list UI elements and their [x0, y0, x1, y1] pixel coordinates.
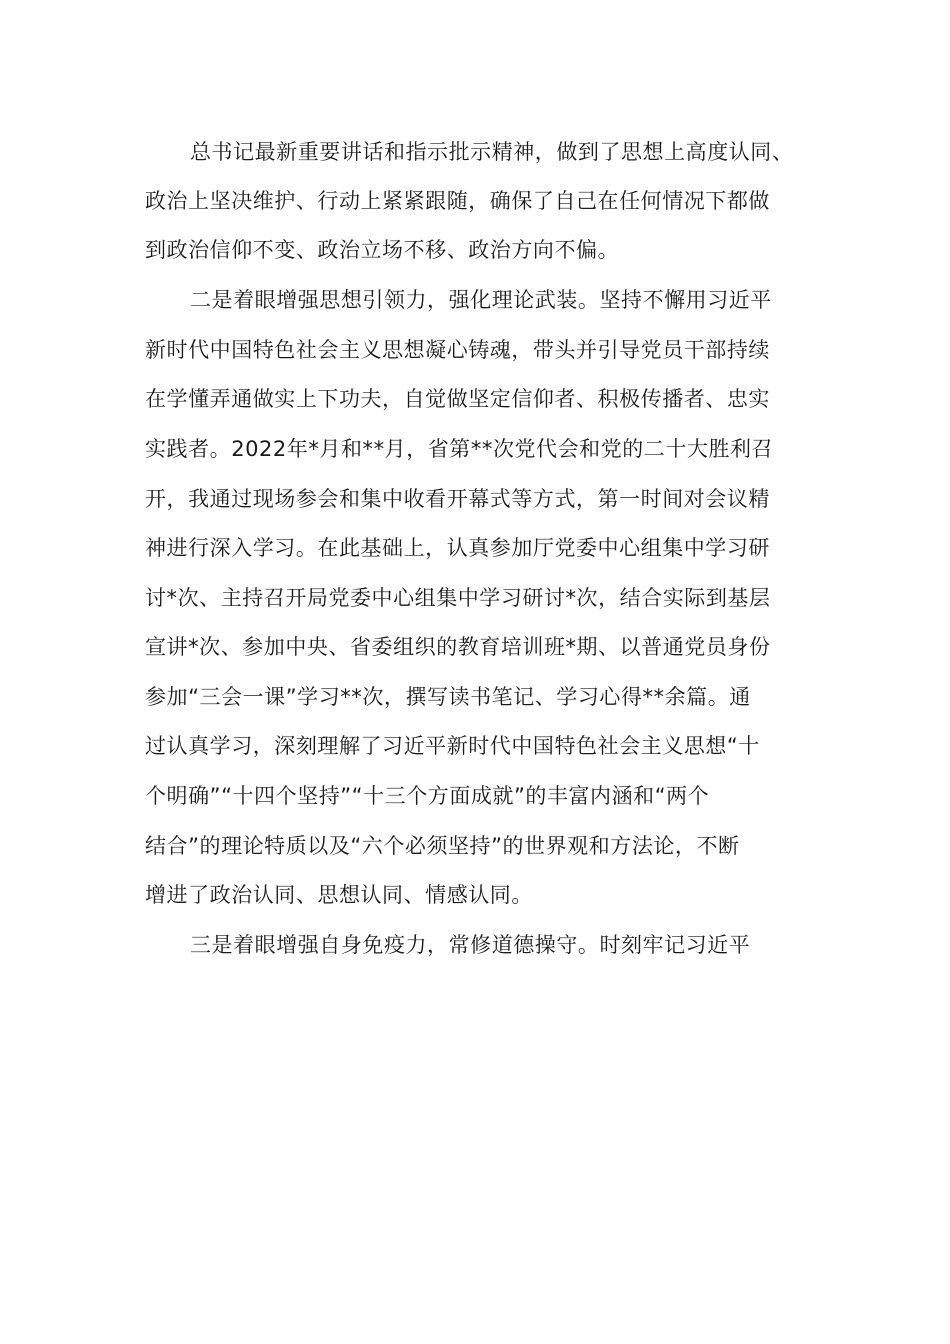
paragraph-2-line-2: 新时代中国特色社会主义思想凝心铸魂，带头并引导党员干部持续: [145, 338, 770, 362]
paragraph-2-line-10: 过认真学习，深刻理解了习近平新时代中国特色社会主义思想“十: [145, 734, 760, 758]
paragraph-1-line-3: 到政治信仰不变、政治立场不移、政治方向不偏。: [145, 238, 620, 262]
paragraph-2-line-4: 实践者。2022年*月和**月，省第**次党代会和党的二十大胜利召: [145, 437, 774, 461]
paragraph-3-line-1: 三是着眼增强自身免疫力，常修道德操守。时刻牢记习近平: [190, 933, 751, 957]
paragraph-2-line-13: 增进了政治认同、思想认同、情感认同。: [145, 883, 533, 907]
paragraph-2-line-6: 神进行深入学习。在此基础上，认真参加厅党委中心组集中学习研: [145, 536, 770, 560]
paragraph-2-line-3: 在学懂弄通做实上下功夫，自觉做坚定信仰者、积极传播者、忠实: [145, 387, 770, 411]
paragraph-2-line-8: 宣讲*次、参加中央、省委组织的教育培训班*期、以普通党员身份: [145, 635, 771, 659]
paragraph-1-line-1: 总书记最新重要讲话和指示批示精神，做到了思想上高度认同、: [190, 140, 794, 164]
paragraph-2-line-7: 讨*次、主持召开局党委中心组集中学习研讨*次，结合实际到基层: [145, 586, 771, 610]
paragraph-2-line-11: 个明确”“十四个坚持”“十三个方面成就”的丰富内涵和“两个: [145, 784, 710, 808]
paragraph-2-line-12: 结合”的理论特质以及“六个必须坚持”的世界观和方法论，不断: [145, 834, 740, 858]
paragraph-2-line-9: 参加“三会一课”学习**次，撰写读书笔记、学习心得**余篇。通: [145, 685, 751, 709]
paragraph-2-line-1: 二是着眼增强思想引领力，强化理论武装。坚持不懈用习近平: [190, 288, 772, 312]
paragraph-1-line-2: 政治上坚决维护、行动上紧紧跟随，确保了自己在任何情况下都做: [145, 189, 770, 213]
paragraph-2-line-5: 开，我通过现场参会和集中收看开幕式等方式，第一时间对会议精: [145, 487, 770, 511]
